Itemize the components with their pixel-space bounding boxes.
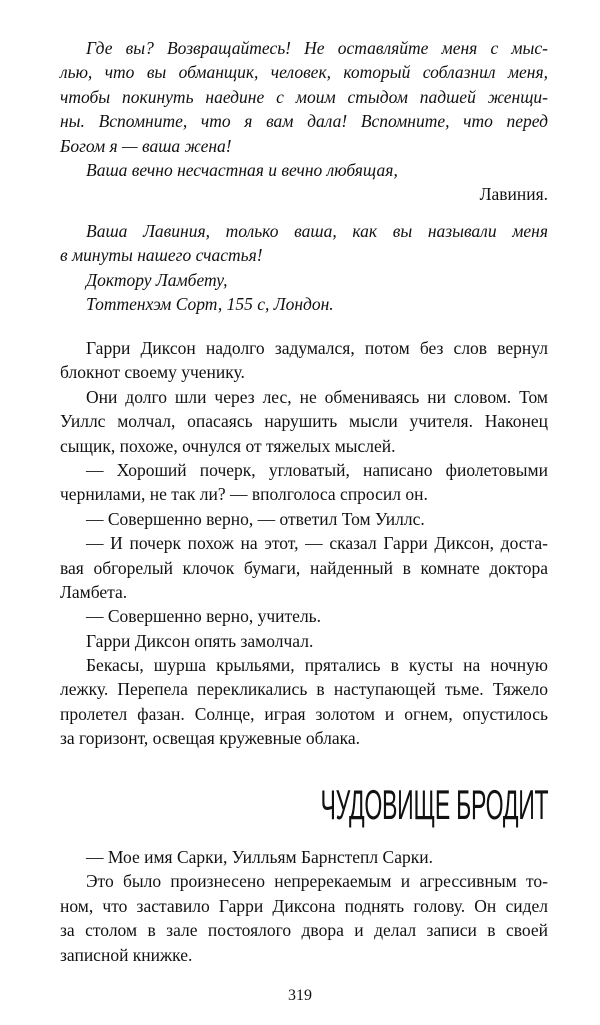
chapter-title: ЧУДОВИЩЕ БРОДИТ	[320, 781, 548, 828]
text-line: Ламбета.	[60, 581, 128, 602]
text-line: Лавиния.	[479, 184, 548, 205]
spacer	[60, 207, 548, 219]
text-line: Ваша вечно несчастная и вечно любящая,	[86, 159, 398, 180]
text-line: Где вы? Возвращайтесь! Не оставляйте меня с мыс-	[86, 38, 548, 58]
text-line: чернилами, не так ли? — вполголоса спросил он.	[60, 484, 428, 505]
text-line: Гарри Диксон опять замолчал.	[86, 630, 314, 651]
text-line: ном, что заставило Гарри Диксона поднять голову. Он сидел	[60, 895, 548, 916]
text-line: записной книжке.	[60, 944, 193, 965]
text-line: Они долго шли через лес, не обмениваясь ни словом. Том	[86, 386, 548, 407]
text-line: — Мое имя Сарки, Уилльям Барнстепл Сарки.	[86, 847, 433, 867]
text-line: за столом в зале постоялого двора и делал записи в своей	[60, 920, 548, 941]
text-line: Гарри Диксон надолго задумался, потом без слов вернул	[86, 338, 548, 358]
text-line: Тоттенхэм Сорт, 155 с, Лондон.	[86, 293, 334, 314]
text-line: блокнот своему ученику.	[60, 362, 245, 383]
text-line: — Хороший почерк, угловатый, написано фиолетовыми	[86, 459, 548, 480]
text-line: Уиллс молчал, опасаясь нарушить мысли учителя. Наконец	[60, 411, 548, 432]
text-line: за горизонт, освещая кружевные облака.	[60, 728, 361, 749]
text-line: — И почерк похож на этот, — сказал Гарри Диксон, доста-	[86, 533, 548, 554]
text-line: Бекасы, шурша крыльями, прятались в кусты на ночную	[86, 655, 548, 676]
text-line: Доктору Ламбету,	[86, 269, 228, 290]
text-line: в минуты нашего счастья!	[60, 245, 263, 266]
letter-block	[60, 36, 548, 316]
text-line: сыщик, похоже, очнулся от тяжелых мыслей.	[60, 435, 396, 456]
text-line: пролетел фазан. Солнце, играя золотом и огнем, опустилось	[60, 703, 548, 724]
text-line: лью, что вы обманщик, человек, который соблазнил меня,	[60, 62, 548, 83]
chapter-body-text-block	[60, 845, 548, 967]
text-line: — Совершенно верно, — ответил Том Уиллс.	[86, 508, 425, 529]
text-line: ны. Вспомните, что я вам дала! Вспомните, что перед	[60, 111, 548, 132]
text-line: Богом я — ваша жена!	[60, 135, 232, 156]
text-line: Это было произнесено непререкаемым и агрессивным то-	[86, 871, 548, 892]
text-line: — Совершенно верно, учитель.	[86, 606, 322, 627]
text-line: лежку. Перепела перекликались в наступающей тьме. Тяжело	[60, 679, 548, 700]
body-text-block	[60, 336, 548, 751]
page-number: 319	[288, 987, 312, 1004]
text-line: чтобы покинуть наедине с моим стыдом падшей женщи-	[60, 86, 548, 107]
text-line: вая обгорелый клочок бумаги, найденный в комнате доктора	[60, 557, 548, 578]
text-line: Ваша Лавиния, только ваша, как вы называли меня	[86, 220, 548, 241]
